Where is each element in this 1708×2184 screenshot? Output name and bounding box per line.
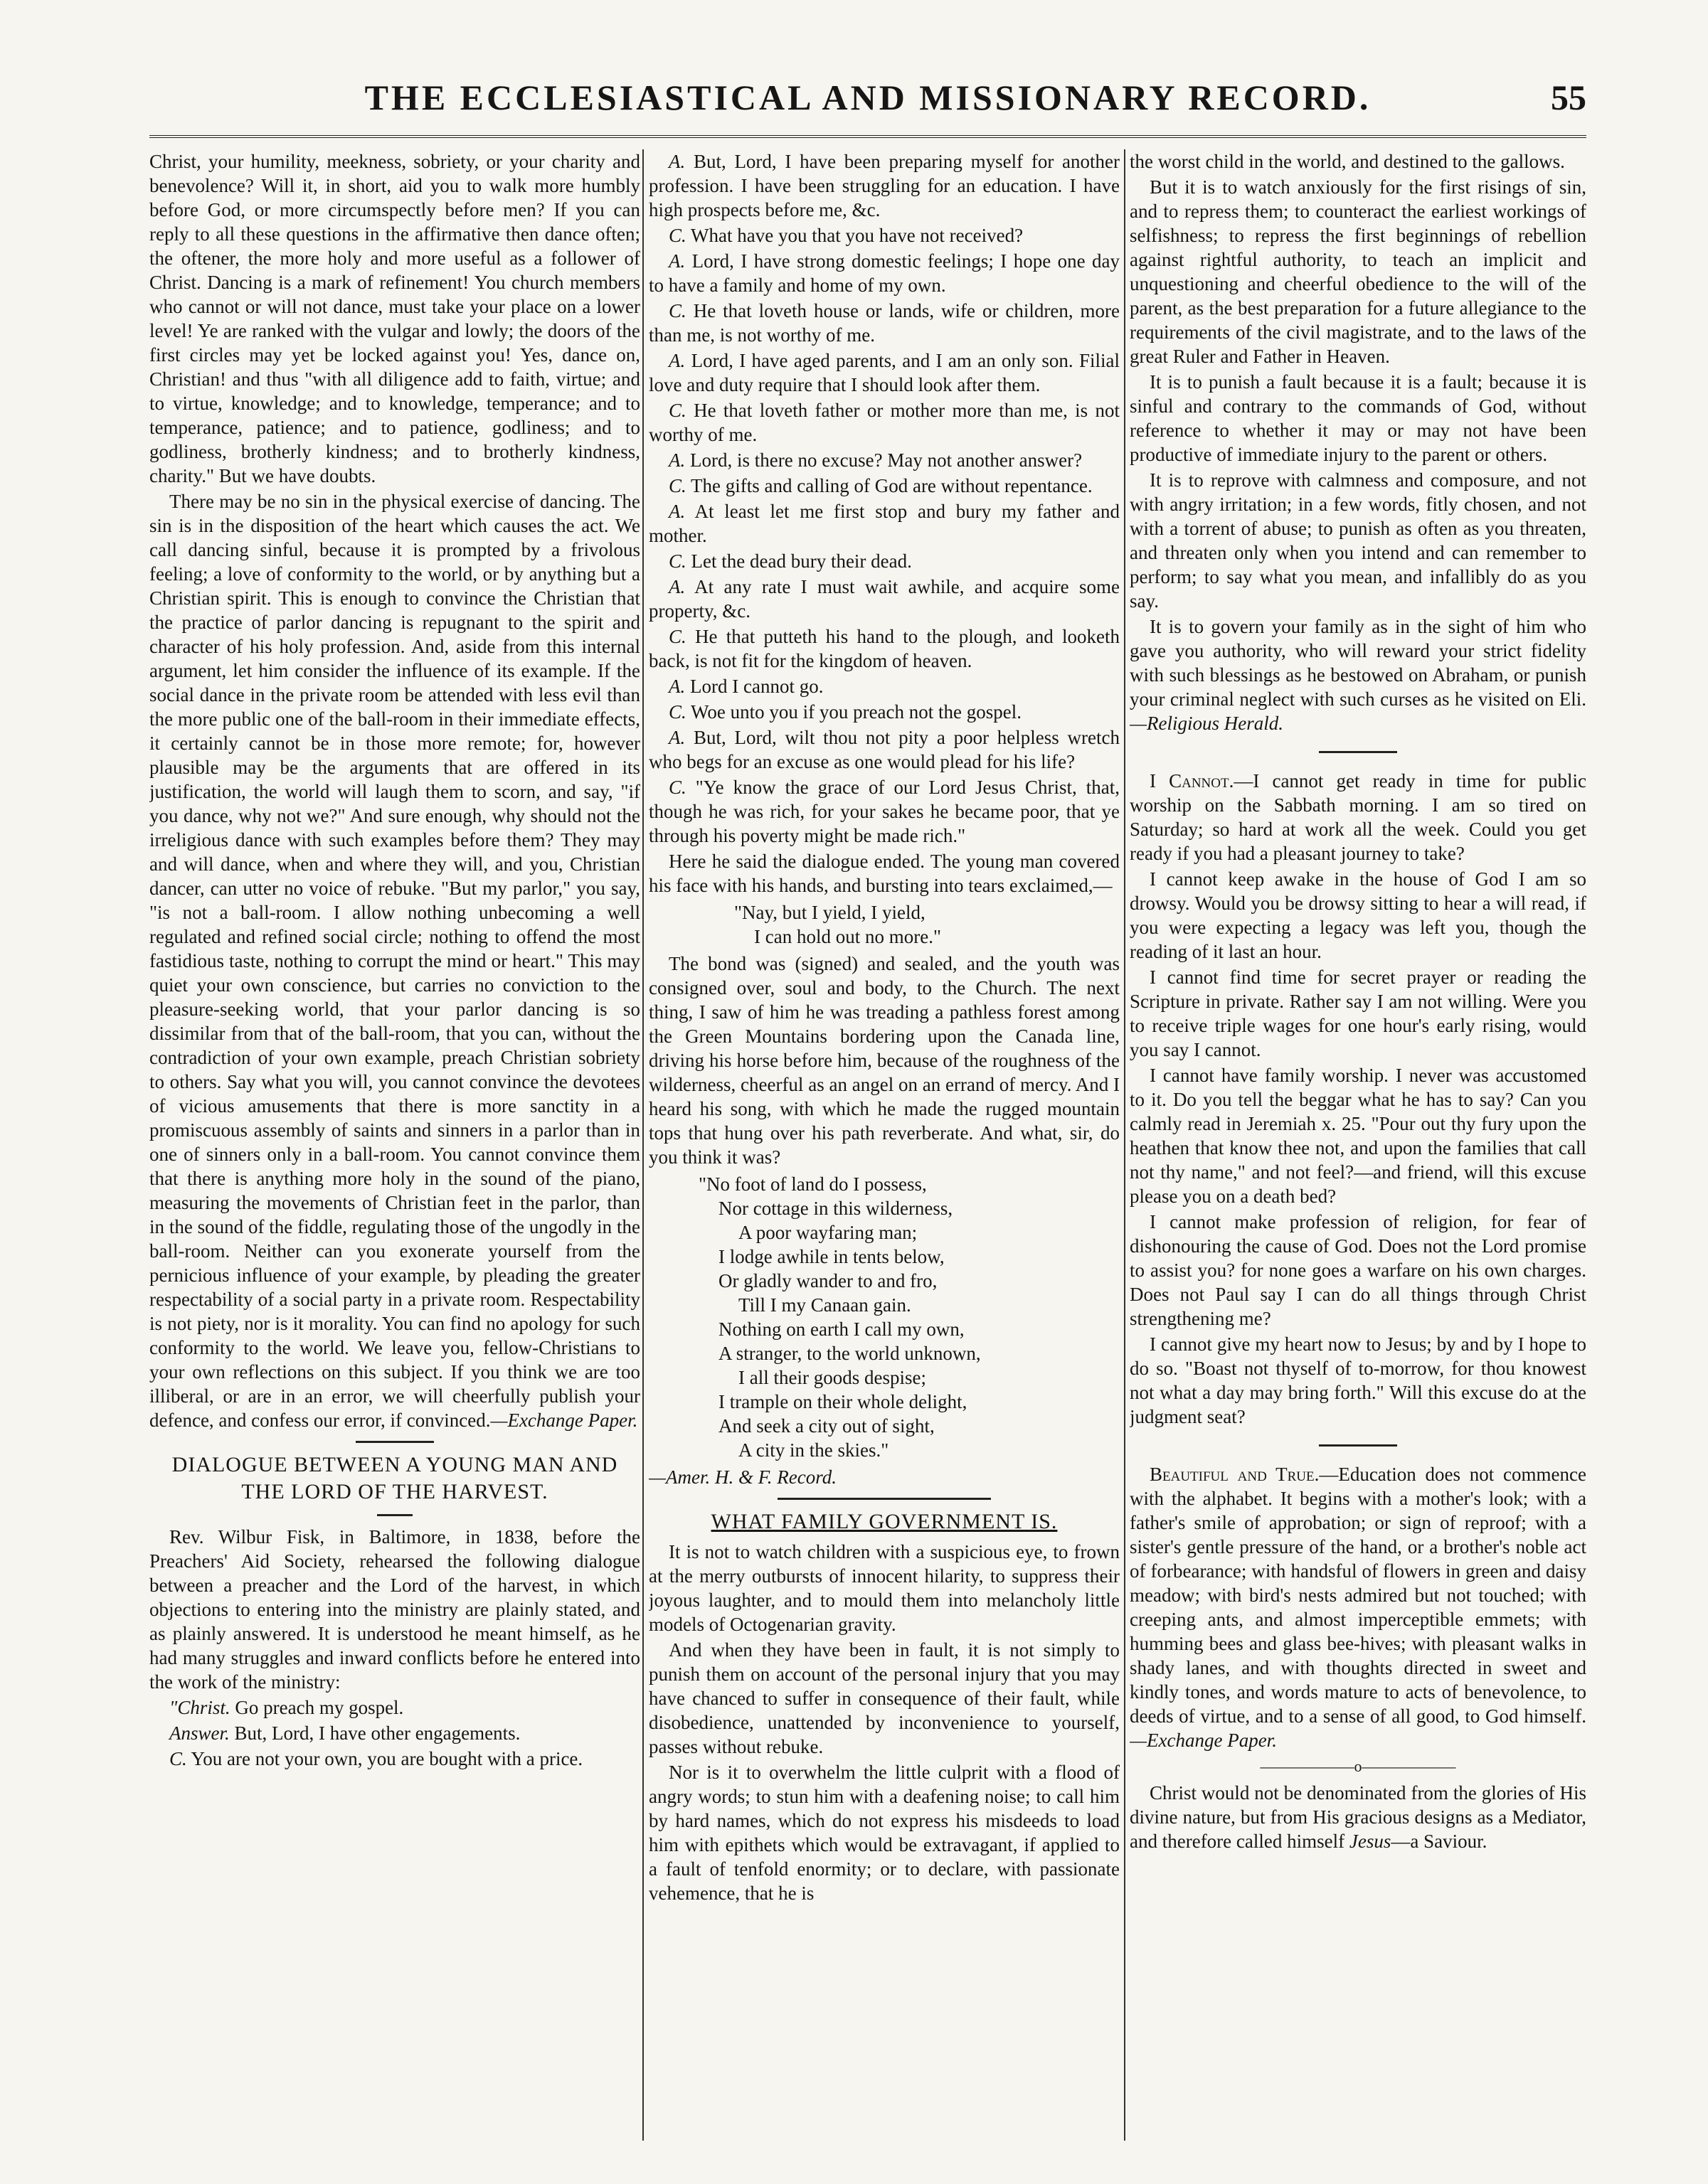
verse-line: And seek a city out of sight,	[718, 1415, 935, 1437]
section-heading: WHAT FAMILY GOVERNMENT IS.	[711, 1510, 1058, 1533]
dialogue-line	[649, 348, 1120, 397]
dialogue-text: "Ye know the grace of our Lord Jesus Christ, that, though he was rich, for your sakes he became poor, that ye through his poverty might be made rich."	[649, 777, 1120, 846]
paragraph: And when they have been in fault, it is not simply to punish them on account of the personal injury that you may have chanced to suffer in consequence of their fault, while disobedience, unattended by inconvenience to yourself, passes without rebuke.	[649, 1639, 1120, 1757]
journal-title: THE ECCLESIASTICAL AND MISSIONARY RECORD.	[364, 78, 1372, 117]
paragraph	[1130, 769, 1586, 865]
speaker: A.	[669, 727, 686, 748]
paragraph	[149, 489, 640, 1432]
paragraph: It is to punish a fault because it is a fault; because it is sinful and contrary to the commands of God, without reference to whether it may or may not have been productive of immediate injury to the parent or others.	[1130, 371, 1586, 465]
verse-line: I can hold out no more."	[754, 926, 941, 947]
dialogue-line	[649, 223, 1120, 247]
speaker: A.	[669, 576, 686, 597]
section-divider	[778, 1498, 991, 1500]
verse-line: Nor cottage in this wilderness,	[718, 1198, 953, 1219]
dialogue-line	[149, 1695, 640, 1720]
section-divider	[1319, 751, 1397, 753]
verse-line: "Nay, but I yield, I yield,	[734, 902, 925, 923]
dialogue-text: What have you that you have not received?	[691, 225, 1024, 246]
column-divider	[1124, 149, 1125, 2141]
verse-line: Nothing on earth I call my own,	[718, 1319, 965, 1340]
header-rule	[149, 135, 1586, 138]
paragraph: I cannot make profession of religion, for fear of dishonouring the cause of God. Does not the Lord promise to assist you? for none goes a warfare on his own charges. Does not Paul say I can do all things through Christ strengthening me?	[1130, 1211, 1586, 1329]
paragraph-text: Christ would not be denominated from the glories of His divine nature, but from His gracious designs as a Mediator, and therefore called himself	[1130, 1782, 1586, 1852]
column-1	[149, 149, 640, 2155]
dialogue-text: At least let me first stop and bury my father and mother.	[649, 501, 1120, 546]
column-3	[1130, 149, 1586, 2155]
verse-line: A city in the skies."	[738, 1439, 889, 1461]
verse-line: A poor wayfaring man;	[738, 1222, 918, 1243]
dialogue	[649, 149, 1120, 848]
paragraph: Here he said the dialogue ended. The young man covered his face with his hands, and bursting into tears exclaimed,—	[649, 851, 1120, 896]
dialogue-line	[649, 624, 1120, 673]
section-divider	[1319, 1444, 1397, 1447]
paragraph-text: —Education does not commence with the alphabet. It begins with a mother's look; with a father's smile of approbation; or sign of reproof; with a sister's gentle pressure of the hand, or a brother's noble act of forbearance; with handsful of flowers in green and daisy meadow; with bird's nests admired but not touched; with creeping ants, and almost imperceptible emmets; with humming bees and glass bee-hives; with pleasant walks in shady lanes, and with thoughts directed in sweet and kindly tones, and words mature to acts of benevolence, to deeds of virtue, and to a sense of all good, to God himself.	[1130, 1464, 1586, 1727]
paragraph: I cannot have family worship. I never was accustomed to it. Do you tell the beggar what he has to say? Can you calmly read in Jeremiah x. 25. "Pour out thy fury upon the heathen that know thee not, and upon the families that call not thy name," and not feel?—and friend, will this excuse please you on a death bed?	[1130, 1065, 1586, 1207]
paragraph	[1130, 614, 1586, 735]
dialogue-text: He that loveth father or mother more than me, is not worthy of me.	[649, 400, 1120, 445]
hymn	[649, 1172, 1120, 1462]
dialogue-line	[149, 1721, 640, 1745]
paragraph-text: It is to govern your family as in the sight of him who gave you authority, who will reward your strict fidelity with such blessings as he bestowed on Abraham, or punish your criminal neglect with such curses as he visited on Eli.	[1130, 616, 1586, 710]
dialogue-line	[649, 299, 1120, 347]
paragraph: It is to reprove with calmness and composure, and not with angry irritation; in a few words, fitly chosen, and not with a torrent of abuse; to punish as often as you threaten, and threaten only when you intend and can remember to perform; to say what you mean, and infallibly do as you say.	[1130, 469, 1586, 612]
dialogue-text: Lord, I have aged parents, and I am an only son. Filial love and duty require that I should look after them.	[649, 350, 1120, 395]
dialogue-text: Woe unto you if you preach not the gospel.	[691, 701, 1022, 723]
lead-in: Beautiful and True.	[1150, 1464, 1320, 1485]
paragraph: Nor is it to overwhelm the little culprit with a flood of angry words; to stun him with a deafening noise; to call him by hard names, which do not express his misdeeds to load him with epithets which would be extravagant, if applied to a fault of tenfold enormity; or to declare, with passionate vehemence, that he is	[649, 1762, 1120, 1904]
paragraph: It is not to watch children with a suspicious eye, to frown at the merry outbursts of innocent hilarity, to suppress their joyous laughter, and to mould them into melancholy little models of Octogenarian gravity.	[649, 1541, 1120, 1635]
column-2	[649, 149, 1120, 2155]
section-divider	[356, 1441, 434, 1443]
speaker: C.	[169, 1748, 187, 1769]
paragraph: I cannot keep awake in the house of God I am so drowsy. Would you be drowsy sitting to hear a will read, if you were expecting a legacy was left you, though the reading of it last an hour.	[1130, 868, 1586, 962]
verse-line: I lodge awhile in tents below,	[718, 1246, 945, 1267]
speaker: A.	[669, 449, 686, 471]
speaker: C.	[669, 300, 686, 321]
verse-line: Till I my Canaan gain.	[738, 1294, 911, 1316]
paragraph	[1130, 1781, 1586, 1853]
dialogue-line	[649, 575, 1120, 623]
page-number: 55	[1551, 78, 1586, 117]
speaker: C.	[669, 777, 686, 798]
ornament: o	[1354, 1757, 1362, 1775]
paragraph	[1130, 1462, 1586, 1752]
dialogue-text: But, Lord, I have other engagements.	[234, 1722, 521, 1744]
dialogue-text: Lord, I have strong domestic feelings; I hope one day to have a family and home of my own.	[649, 250, 1120, 296]
verse-line: A stranger, to the world unknown,	[718, 1343, 981, 1364]
dialogue-line	[649, 474, 1120, 498]
source-credit: —Religious Herald.	[1130, 713, 1283, 734]
speaker: C.	[669, 225, 686, 246]
speaker: C.	[669, 475, 686, 496]
paragraph: Rev. Wilbur Fisk, in Baltimore, in 1838, before the Preachers' Aid Society, rehearsed the following dialogue between a preacher and the Lord of the harvest, in which objections to entering into the ministry are plainly stated, and as plainly answered. It is understood he meant himself, as he had many struggles and inward conflicts before he entered into the work of the ministry:	[149, 1526, 640, 1693]
verse-line: "No foot of land do I possess,	[699, 1173, 927, 1195]
dialogue-line	[649, 499, 1120, 548]
dialogue-line	[649, 249, 1120, 297]
source-credit: —Exchange Paper.	[490, 1410, 638, 1431]
dialogue-line	[649, 700, 1120, 724]
dialogue-line	[649, 149, 1120, 222]
speaker: A.	[669, 350, 686, 371]
dialogue-text: But, Lord, wilt thou not pity a poor helpless wretch who begs for an excuse as one would plead for his life?	[649, 727, 1120, 772]
speaker: A.	[669, 501, 686, 522]
lead-in: I Cannot.	[1150, 770, 1234, 792]
speaker: C.	[669, 626, 686, 647]
dialogue-line	[649, 398, 1120, 447]
speaker: A.	[669, 250, 686, 272]
paragraph-text: —I cannot get ready in time for public worship on the Sabbath morning. I am so tired on Saturday; so hard at work all the week. Could you get ready if you had a pleasant journey to take?	[1130, 770, 1586, 864]
dialogue-text: Lord I cannot go.	[690, 676, 824, 697]
speaker: A.	[669, 151, 686, 172]
dialogue-text: At any rate I must wait awhile, and acquire some property, &c.	[649, 576, 1120, 622]
verse-line: I trample on their whole delight,	[718, 1391, 967, 1412]
dialogue-text: He that putteth his hand to the plough, and looketh back, is not fit for the kingdom of heaven.	[649, 626, 1120, 671]
paragraph: I cannot find time for secret prayer or reading the Scripture in private. Rather say I am not willing. Were you to receive triple wages for one hour's early rising, would you say I cannot.	[1130, 966, 1586, 1060]
section-heading: DIALOGUE BETWEEN A YOUNG MAN AND THE LORD OF THE HARVEST.	[171, 1453, 618, 1503]
paragraph: the worst child in the world, and destined to the gallows.	[1130, 151, 1565, 172]
verse-line: Or gladly wander to and fro,	[718, 1270, 938, 1291]
source-credit: —Amer. H. & F. Record.	[649, 1466, 837, 1488]
emphasis: Jesus	[1349, 1831, 1391, 1852]
dialogue-line	[649, 674, 1120, 698]
dialogue-line	[149, 1747, 640, 1771]
dialogue-text: Lord, is there no excuse? May not another answer?	[690, 449, 1083, 471]
paragraph: I cannot give my heart now to Jesus; by and by I hope to do so. "Boast not thyself of to-morrow, for thou knowest not what a day may bring forth." Will this excuse do at the judgment seat?	[1130, 1333, 1586, 1427]
verse-line: I all their goods despise;	[738, 1367, 926, 1388]
ornament-divider: ——————o——————	[1260, 1757, 1456, 1775]
dialogue-text: Go preach my gospel.	[235, 1697, 404, 1718]
paragraph-text: There may be no sin in the physical exercise of dancing. The sin is in the disposition of the heart which causes the act. We call dancing sinful, because it is prompted by a frivolous feeling; a love of conformity to the world, or by anything but a Christian spirit. This is enough to convince the Christian that the practice of parlor dancing is repugnant to the spirit and character of his holy profession. And, aside from this internal argument, let him consider the influence of its example. If the social dance in the private room be attended with less evil than the more public one of the ball-room in their immediate effects, it certainly cannot be in those more remote; for, however plausible may be the arguments that are offered in its justification, the world will laugh them to scorn, and say, "if you dance, why not we?" And sure enough, why should not the irreligious dance with such examples before them? They may and will dance, when and where they will, and you, Christian dancer, can utter no voice of rebuke. "But my parlor," you say, "is not a ball-room. I allow nothing unbecoming a well regulated and refined social circle; nothing to offend the most fastidious taste, nothing to corrupt the mind or heart." This may quiet your own conscience, but carries no conviction to the pleasure-seeking world, that your parlor dancing is so dissimilar from that of the ball-room, that you can, without the contradiction of your own example, preach Christian sobriety to others. Say what you will, you cannot convince the devotees of vicious amusements that there is more sanctity in a promiscuous assembly of saints and sinners in a parlor than in one of sinners only in a ball-room. You cannot convince them that there is anything more holy in the sound of the piano, measuring the movements of Christian feet in the parlor, than in the sound of the fiddle, regulating those of the ungodly in the ball-room. Neither can you exonerate yourself from the pernicious influence of your example, by pleading the greater respectability of a social party in a private room. Respectability is not piety, nor is it morality. You can find no apology for such conformity to the world. We leave you, fellow-Christians to your own reflections on this subject. If you think we are too illiberal, or are in an error, we will cheerfully publish your defence, and confess our error, if convinced.	[149, 491, 640, 1431]
dialogue-line	[649, 725, 1120, 774]
dialogue-text: He that loveth house or lands, wife or children, more than me, is not worthy of me.	[649, 300, 1120, 346]
dialogue-line	[649, 775, 1120, 848]
section-divider	[377, 1514, 413, 1516]
speaker: A.	[669, 676, 686, 697]
paragraph: The bond was (signed) and sealed, and the youth was consigned over, soul and body, to the Church. The next thing, I saw of him he was treading a pathless forest among the Green Mountains bordering upon the Canada line, driving his horse before him, because of the roughness of the wilderness, cheerful as an angel on an errand of mercy. And I heard his song, with which he made the rugged mountain tops that hung over his path reverberate. And what, sir, do you think it was?	[649, 953, 1120, 1168]
speaker: C.	[669, 701, 686, 723]
paragraph: Christ, your humility, meekness, sobriety, or your charity and benevolence? Will it, in short, aid you to walk more humbly before God, or more circumspectly before men? If you can reply to all these questions in the affirmative then dance often; the oftener, the more holy and more useful as a follower of Christ. Dancing is a mark of refinement! You church members who cannot or will not dance, must take your place on a lower level! Ye are ranked with the vulgar and lowly; the doors of the first circles may yet be locked against you! Yes, dance on, Christian! and thus "with all diligence add to faith, virtue; and to virtue, knowledge; and to knowledge, temperance; and to temperance, patience; and to patience, godliness; and to godliness, brotherly kindness; and to brotherly kindness, charity." But we have doubts.	[149, 151, 640, 486]
speaker: C.	[669, 400, 686, 421]
paragraph: But it is to watch anxiously for the first risings of sin, and to repress them; to counteract the earliest workings of selfishness; to repress the first beginnings of rebellion against rightful authority, to teach an implicit and unquestioning and cheerful obedience to the will of the parent, as the best preparation for a future allegiance to the requirements of the civil magistrate, and to the laws of the great Ruler and Father in Heaven.	[1130, 176, 1586, 367]
dialogue-text: But, Lord, I have been preparing myself for another profession. I have been struggling for an education. I have high prospects before me, &c.	[649, 151, 1120, 220]
speaker: Answer.	[169, 1722, 230, 1744]
column-divider	[642, 149, 644, 2141]
dialogue-text: The gifts and calling of God are without repentance.	[691, 475, 1093, 496]
source-credit: —Exchange Paper.	[1130, 1730, 1277, 1751]
speaker: C.	[669, 550, 686, 572]
speaker: "Christ.	[169, 1697, 230, 1718]
page-header	[149, 77, 1586, 127]
verse	[649, 900, 1120, 949]
dialogue-text: Let the dead bury their dead.	[691, 550, 912, 572]
dialogue-line	[649, 448, 1120, 472]
dialogue-line	[649, 549, 1120, 573]
paragraph-text: —a Saviour.	[1391, 1831, 1487, 1852]
dialogue-text: You are not your own, you are bought with a price.	[191, 1748, 583, 1769]
